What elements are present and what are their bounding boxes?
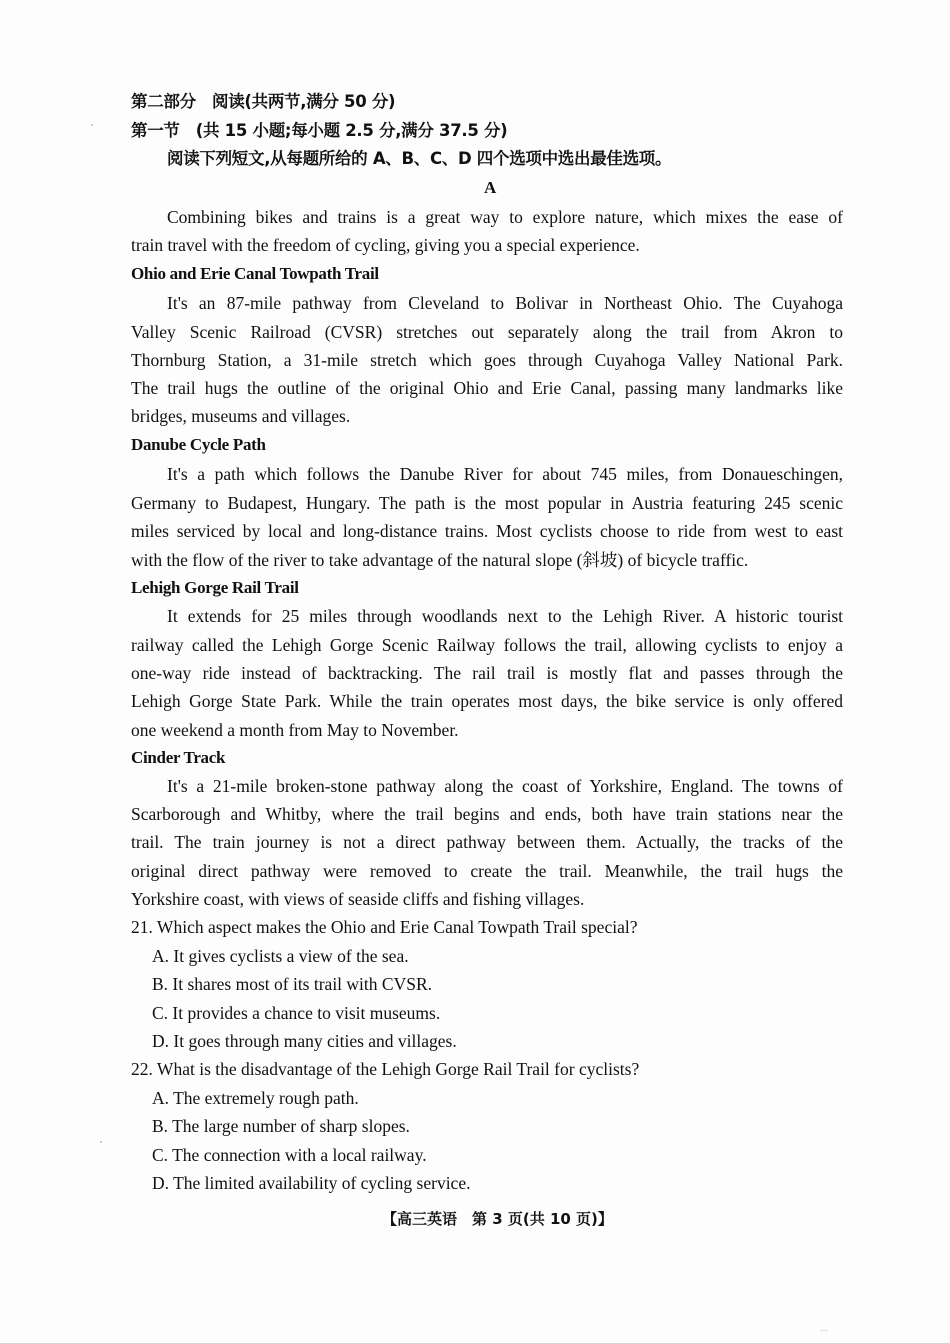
paragraph-line: It extends for 25 miles through woodlands next to the Lehigh River. A historic tourist	[167, 606, 843, 626]
paragraph-line: The trail hugs the outline of the original Ohio and Erie Canal, passing many landmarks like	[131, 378, 843, 398]
question-22-option-d: D. The limited availability of cycling service.	[152, 1173, 471, 1193]
part-title: 第二部分 阅读(共两节,满分 50 分)	[131, 92, 396, 111]
intro-line: train travel with the freedom of cycling, giving you a special experience.	[131, 235, 640, 255]
paragraph-line: with the flow of the river to take advantage of the natural slope (斜坡) of bicycle traffic.	[131, 550, 749, 570]
paragraph-line: bridges, museums and villages.	[131, 406, 351, 426]
question-21-option-d: D. It goes through many cities and villages.	[152, 1031, 457, 1051]
paragraph-line: Lehigh Gorge State Park. While the train operates most days, the bike service is only offered	[131, 691, 843, 711]
watermark: …	[820, 1324, 828, 1333]
paragraph-line: It's a 21-mile broken-stone pathway along the coast of Yorkshire, England. The towns of	[167, 776, 843, 796]
paragraph-line: It's a path which follows the Danube River for about 745 miles, from Donaueschingen,	[167, 464, 843, 484]
paragraph-line: Thornburg Station, a 31-mile stretch which goes through Cuyahoga Valley National Park.	[131, 350, 843, 370]
paragraph-line: Valley Scenic Railroad (CVSR) stretches out separately along the trail from Akron to	[131, 322, 843, 342]
paragraph-line: railway called the Lehigh Gorge Scenic Railway follows the trail, allowing cyclists to enjoy a	[131, 635, 843, 655]
page-footer: 【高三英语 第 3 页(共 10 页)】	[382, 1210, 613, 1228]
paragraph-line: miles serviced by local and long-distance trains. Most cyclists choose to ride from west to east	[131, 521, 843, 541]
question-21-option-a: A. It gives cyclists a view of the sea.	[152, 946, 409, 966]
paragraph-line: Scarborough and Whitby, where the trail begins and ends, both have train stations near the	[131, 804, 843, 824]
scan-speck	[91, 124, 93, 126]
question-22-option-c: C. The connection with a local railway.	[152, 1145, 427, 1165]
question-21-option-c: C. It provides a chance to visit museums.	[152, 1003, 441, 1023]
section-title: 第一节 (共 15 小题;每小题 2.5 分,满分 37.5 分)	[131, 121, 508, 140]
section-heading-danube: Danube Cycle Path	[131, 435, 266, 454]
question-22-option-a: A. The extremely rough path.	[152, 1088, 359, 1108]
paragraph-line: original direct pathway were removed to create the trail. Meanwhile, the trail hugs the	[131, 861, 843, 881]
paragraph-line: Germany to Budapest, Hungary. The path is the most popular in Austria featuring 245 scenic	[131, 493, 843, 513]
paragraph-line: one weekend a month from May to November.	[131, 720, 459, 740]
scan-speck	[100, 1141, 102, 1143]
paragraph-line: trail. The train journey is not a direct pathway between them. Actually, the tracks of the	[131, 832, 843, 852]
section-heading-ohio: Ohio and Erie Canal Towpath Trail	[131, 264, 379, 283]
section-heading-cinder: Cinder Track	[131, 748, 226, 767]
paragraph-line: one-way ride instead of backtracking. The rail trail is mostly flat and passes through the	[131, 663, 843, 683]
paragraph-line: Yorkshire coast, with views of seaside cliffs and fishing villages.	[131, 889, 585, 909]
section-heading-lehigh: Lehigh Gorge Rail Trail	[131, 578, 299, 597]
question-22-stem: 22. What is the disadvantage of the Lehigh Gorge Rail Trail for cyclists?	[131, 1059, 640, 1079]
question-22-option-b: B. The large number of sharp slopes.	[152, 1116, 410, 1136]
passage-label: A	[484, 178, 497, 197]
paragraph-line: It's an 87-mile pathway from Cleveland to Bolivar in Northeast Ohio. The Cuyahoga	[167, 293, 843, 313]
question-21-option-b: B. It shares most of its trail with CVSR.	[152, 974, 432, 994]
question-21-stem: 21. Which aspect makes the Ohio and Erie Canal Towpath Trail special?	[131, 917, 638, 937]
intro-line: Combining bikes and trains is a great way to explore nature, which mixes the ease of	[167, 207, 843, 227]
instructions: 阅读下列短文,从每题所给的 A、B、C、D 四个选项中选出最佳选项。	[167, 149, 672, 168]
